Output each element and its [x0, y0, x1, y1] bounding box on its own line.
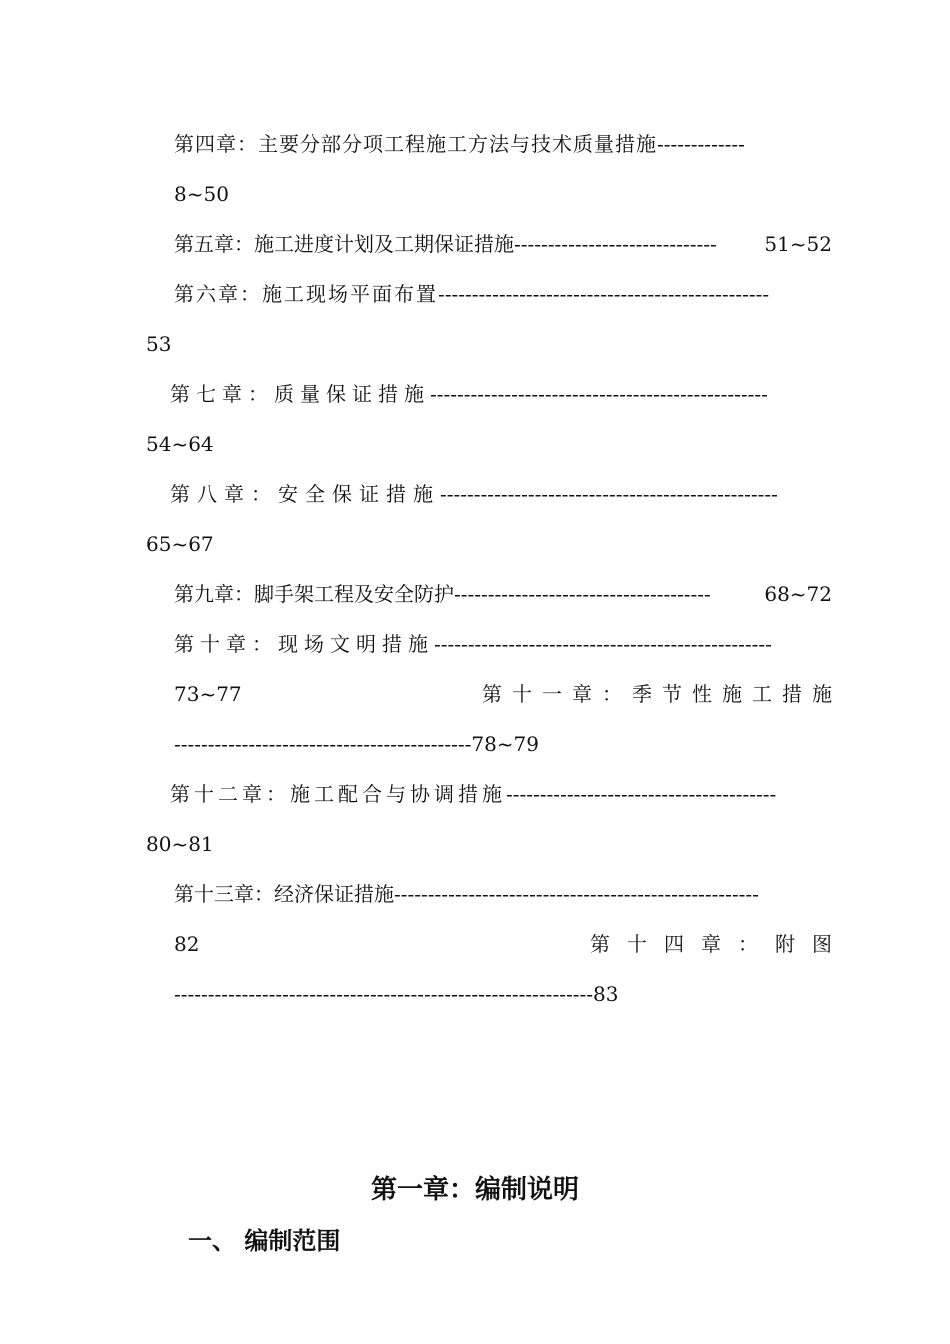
toc-line-pages-and-ch14 [174, 930, 849, 958]
toc-leader: ------------------------------ [514, 232, 717, 256]
toc-entry-ch14-leader[interactable] [174, 980, 618, 1008]
section-heading: 一、 编制范围 [188, 1226, 341, 1255]
toc-entry-ch9[interactable] [174, 580, 832, 608]
toc-pages: 80~81 [146, 832, 214, 856]
toc-leader: -------------------------------------------------- [434, 632, 772, 656]
toc-pages: 65~67 [146, 532, 214, 556]
toc-title: 第五章：施工进度计划及工期保证措施 [174, 232, 514, 256]
toc-leader: -------------------------------------------- [174, 732, 472, 756]
toc-pages: 82 [174, 932, 200, 956]
toc-title: 第十二章：施工配合与协调措施 [170, 782, 506, 806]
toc-leader: ------------------------------------------------- [438, 282, 770, 306]
toc-entry-ch10[interactable] [174, 630, 832, 658]
toc-title: 第四章：主要分部分项工程施工方法与技术质量措施 [174, 132, 657, 156]
toc-leader: ------------- [657, 132, 745, 156]
toc-title[interactable]: 第十一章：季节性施工措施 [482, 682, 842, 706]
toc-pages: 78~79 [471, 732, 539, 756]
toc-entry-ch5[interactable] [174, 230, 832, 258]
toc-pages: 68~72 [764, 582, 832, 606]
toc-leader: ------------------------------------------------------ [394, 882, 759, 906]
toc-pages: 53 [146, 332, 172, 356]
toc-title: 第七章：质量保证措施 [170, 382, 430, 406]
toc-title: 第十三章：经济保证措施 [174, 882, 394, 906]
toc-leader: -------------------------------------------------- [430, 382, 768, 406]
toc-entry-ch13[interactable] [174, 880, 832, 908]
toc-title: 第十章：现场文明措施 [174, 632, 434, 656]
toc-entry-ch6[interactable] [174, 280, 832, 308]
toc-entry-ch12[interactable] [170, 780, 832, 808]
toc-leader: -------------------------------------- [454, 582, 711, 606]
toc-leader: -------------------------------------------------- [440, 482, 778, 506]
toc-leader: -------------------------------------------------------------- [174, 982, 593, 1006]
chapter-heading: 第一章：编制说明 [370, 1175, 579, 1205]
toc-title: 第九章：脚手架工程及安全防护 [174, 582, 454, 606]
toc-entry-ch8[interactable] [170, 480, 832, 508]
toc-line-pages-and-ch11 [174, 680, 842, 708]
toc-entry-ch4[interactable] [174, 130, 832, 158]
toc-pages: 51~52 [764, 232, 832, 256]
toc-entry-ch7[interactable] [170, 380, 832, 408]
toc-title[interactable]: 第十四章：附图 [590, 932, 849, 956]
toc-pages: 73~77 [174, 682, 242, 706]
toc-pages: 54~64 [146, 432, 214, 456]
toc-leader: ---------------------------------------- [506, 782, 777, 806]
toc-entry-ch11-leader[interactable] [174, 730, 539, 758]
toc-title: 第六章：施工现场平面布置 [174, 282, 438, 306]
toc-pages: 8~50 [174, 182, 229, 206]
toc-title: 第八章：安全保证措施 [170, 482, 440, 506]
toc-pages: 83 [592, 982, 619, 1006]
